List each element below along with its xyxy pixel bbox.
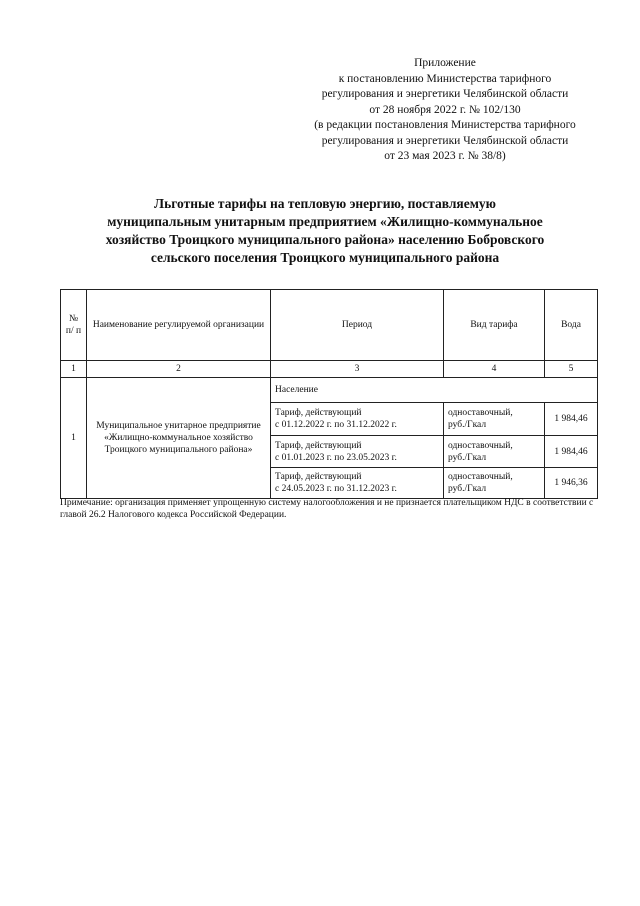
row-number: 1 bbox=[61, 378, 87, 499]
tariff-type-cell bbox=[444, 468, 545, 499]
period-cell bbox=[271, 468, 444, 499]
water-value: 1 984,46 bbox=[545, 436, 598, 468]
period-line: с 01.12.2022 г. по 31.12.2022 г. bbox=[275, 420, 397, 430]
tariff-type-line: одноставочный, bbox=[448, 440, 513, 451]
period-line: с 24.05.2023 г. по 31.12.2023 г. bbox=[275, 484, 397, 494]
tariff-type-cell bbox=[444, 436, 545, 468]
column-number: 2 bbox=[87, 361, 271, 378]
footnote: Примечание: организация применяет упрощенную систему налогообложения и не признается плательщиком НДС в соответствии с главой 26.2 Налогового кодекса Российской Федерации. bbox=[60, 498, 594, 520]
header-organization: Наименование регулируемой организации bbox=[87, 290, 271, 361]
organization-name: Муниципальное унитарное предприятие «Жилищно-коммунальное хозяйство Троицкого муниципального района» bbox=[87, 378, 271, 499]
appendix-line: Приложение bbox=[414, 57, 476, 69]
title-line: Льготные тарифы на тепловую энергию, поставляемую bbox=[154, 196, 496, 211]
period-cell bbox=[271, 436, 444, 468]
group-row bbox=[61, 378, 598, 403]
tariff-type-line: руб./Гкал bbox=[448, 420, 487, 430]
column-number: 3 bbox=[271, 361, 444, 378]
period-line: с 01.01.2023 г. по 23.05.2023 г. bbox=[275, 452, 397, 463]
period-cell bbox=[271, 403, 444, 436]
appendix-line: к постановлению Министерства тарифного bbox=[338, 72, 552, 85]
tariff-table bbox=[60, 289, 598, 499]
period-line: Тариф, действующий bbox=[275, 440, 362, 451]
period-line: Тариф, действующий bbox=[275, 472, 362, 482]
tariff-type-line: руб./Гкал bbox=[448, 452, 487, 463]
tariff-type-line: одноставочный, bbox=[448, 408, 513, 418]
header-tariff-type: Вид тарифа bbox=[444, 290, 545, 361]
column-number: 4 bbox=[444, 361, 545, 378]
appendix-line: регулирования и энергетики Челябинской области bbox=[321, 88, 569, 100]
header-row bbox=[61, 290, 598, 361]
column-number-row bbox=[61, 361, 598, 378]
document-title bbox=[60, 195, 590, 267]
water-value: 1 984,46 bbox=[545, 403, 598, 436]
appendix-line: от 28 ноября 2022 г. № 102/130 bbox=[369, 103, 521, 116]
tariff-type-line: одноставочный, bbox=[448, 472, 513, 482]
group-label: Население bbox=[271, 378, 598, 403]
column-number: 5 bbox=[545, 361, 598, 378]
appendix-line: регулирования и энергетики Челябинской области bbox=[321, 134, 569, 147]
appendix-line: от 23 мая 2023 г. № 38/8) bbox=[384, 150, 506, 162]
tariff-type-cell bbox=[444, 403, 545, 436]
period-line: Тариф, действующий bbox=[275, 408, 362, 418]
title-line: муниципальным унитарным предприятием «Жилищно-коммунальное bbox=[107, 214, 543, 229]
title-line: сельского поселения Троицкого муниципального района bbox=[150, 250, 500, 265]
header-water: Вода bbox=[545, 290, 598, 361]
header-num: № п/ п bbox=[61, 290, 87, 361]
appendix-line: (в редакции постановления Министерства тарифного bbox=[314, 119, 576, 131]
column-number: 1 bbox=[61, 361, 87, 378]
tariff-type-line: руб./Гкал bbox=[448, 484, 487, 494]
water-value: 1 946,36 bbox=[545, 468, 598, 499]
appendix-header bbox=[270, 56, 620, 165]
title-line: хозяйство Троицкого муниципального района» населению Бобровского bbox=[105, 232, 545, 247]
header-period: Период bbox=[271, 290, 444, 361]
